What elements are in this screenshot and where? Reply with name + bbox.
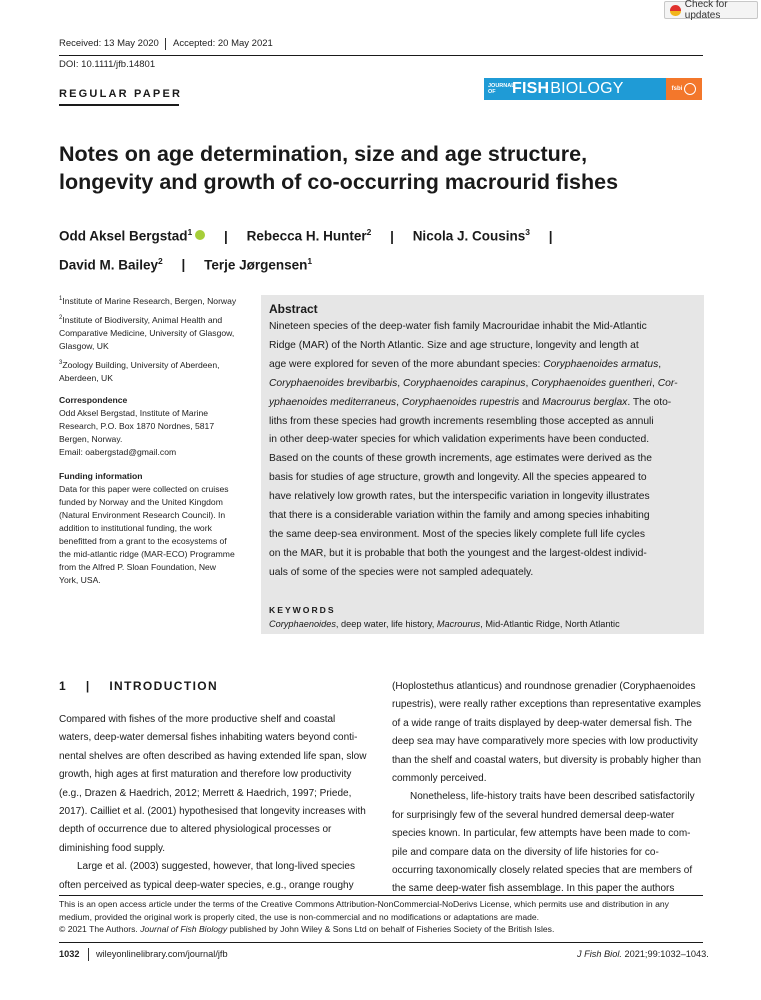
citation: J Fish Biol. 2021;99:1032–1043. [577, 949, 709, 959]
footer-separator [88, 948, 89, 961]
journal-logo-prefix: JOURNAL OF [488, 83, 515, 95]
abstract-text: Nineteen species of the deep-water fish family Macrouridae inhabit the Mid-Atlantic Ridge (MAR) of the North Atlantic. Size and age structure, longevity and length at age were explored for seven of the more abundant species: Coryphaenoides armatus, Coryphaenoides brevibarbis, Coryphaenoides carapinus, Coryphaenoides guentheri, Cor- yphaenoides mediterraneus, Coryphaenoides rupestris and Macrourus berglax. The oto- liths from these species had growth increments resembling those accepted as annuli in other deep-water species for which validation experiments have been conducted. Based on the counts of these growth increments, age estimates were derived as the basis for studies of age structure, growth and longevity. All the species appeared to have relatively low growth rates, but the interspecific variation in longevity illustrates that there is a considerable variation within the family and among species inhabiting the same deep-sea environment. Most of the species likely complete full life cycles on the MAR, but it is probable that both the youngest and the largest-oldest individ- uals of some of the species were not sampled adequately. [269, 321, 678, 578]
author-name[interactable]: Rebecca H. Hunter [246, 228, 367, 244]
license-note: This is an open access article under the terms of the Creative Commons Attribution-NonCommercial-NoDerivs License, which permits use and distribution in any medium, provided the original work is properly cited, the use is non-commercial and no modifications or adaptations are made. © 2021 The Authors. Journal of Fish Biology published by John Wiley & Sons Ltd on behalf of Fisheries Society of the British Isles. [59, 899, 669, 934]
section-number: 1 [59, 679, 68, 693]
accepted-date: Accepted: 20 May 2021 [173, 38, 273, 49]
page-number: 1032 [59, 949, 80, 959]
footer-rule [59, 942, 703, 943]
author-affiliation-mark: 2 [366, 227, 372, 237]
fsbi-logo-text: fsbi [671, 86, 683, 92]
author-affiliation-mark: 2 [158, 255, 163, 266]
journal-logo-fish: FISH [512, 80, 550, 97]
fsbi-emblem-icon [684, 83, 696, 95]
author-line-1: Odd Aksel Bergstad$^1$ | Rebecca H. Hunter$^2$ | Nicola J. Cousins$^3$ | [59, 227, 553, 244]
intro-right-column: (Hoplostethus atlanticus) and roundnose grenadier (Coryphaenoides rupestris), were really rather exceptions than representative examples of a wide range of traits displayed by deep-water demersal fish. The deep sea may have comparatively more species with low productivity than the shelf and coastal waters, but diversity is probably higher than commonly perceived. Nonetheless, life-history traits have been described satisfactorily for surprisingly few of the several hundred demersal deep-water species known. In particular, few attempts have been made to com- pile and compare data on the diversity of life histories for co- occurring taxonomically closely related species that are members of the same deep-water fish assemblage. In this paper the authors [392, 681, 702, 895]
section-tag: REGULAR PAPER [59, 88, 183, 100]
author-affiliation-mark: 1 [307, 255, 313, 266]
header-rule [59, 55, 703, 56]
author-name[interactable]: Terje Jørgensen [204, 257, 308, 272]
author-affiliation-mark: 1 [187, 227, 193, 237]
author-line-2: David M. Bailey$^2$ | Terje Jørgensen$^1$ [59, 255, 313, 272]
footnote-rule [59, 895, 703, 896]
correspondence: Correspondence Odd Aksel Bergstad, Institute of Marine Research, P.O. Box 1870 Nordnes, 5817 Bergen, Norway. Email: oabergstad@gmail.com [59, 394, 254, 459]
funding-information: Funding information Data for this paper were collected on cruises funded by Norway and the United Kingdom (Natural Environment Research Council). In addition to institutional funding, the work benefitted from a grant to the ecosystems of the mid-atlantic ridge (MAR-ECO) Programme from the Alfred P. Sloan Foundation, New York, USA. [59, 471, 235, 585]
section-separator: | [85, 679, 91, 693]
abstract-box [261, 295, 704, 634]
intro-left-column: Compared with fishes of the more productive shelf and coastal waters, deep-water demersal fishes inhabiting waters beyond conti- nental shelves are often described as having extended life span, slow growth, high ages at first maturation and therefore low productivity (e.g., Drazen & Haedrich, 2012; Merrett & Haedrich, 1997; Priede, 2017). Cailliet et al. (2001) hypothesised that longevity increases with depth of occurrence due to altered physiological processes or diminishing food supply. Large et al. (2003) suggested, however, that long-lived species often perceived as typical deep-water species, e.g., orange roughy [59, 714, 367, 891]
check-for-updates-button[interactable] [664, 1, 758, 19]
section-heading-introduction [59, 679, 218, 693]
author-name[interactable]: Odd Aksel Bergstad [59, 228, 188, 244]
paper-title [59, 140, 699, 196]
keywords-list: Coryphaenoides, deep water, life history, Macrourus, Mid-Atlantic Ridge, North Atlantic [269, 619, 620, 629]
title-line-1: Notes on age determination, size and age structure, [59, 142, 588, 166]
crossmark-icon [670, 5, 680, 16]
correspondence-email[interactable]: Email: oabergstad@gmail.com [59, 447, 177, 457]
affiliation: $^3$Zoology Building, University of Aberdeen, Aberdeen, UK [59, 359, 220, 383]
title-line-2: longevity and growth of co-occurring macrourid fishes [59, 170, 619, 194]
meta-separator [165, 38, 166, 50]
fsbi-logo [666, 78, 702, 100]
journal-logo[interactable] [484, 78, 702, 100]
section-title: INTRODUCTION [109, 679, 219, 693]
author-affiliation-mark: 3 [525, 227, 530, 237]
journal-logo-biology: BIOLOGY [550, 80, 624, 97]
journal-url[interactable]: wileyonlinelibrary.com/journal/jfb [96, 949, 228, 959]
section-tag-underline [59, 104, 179, 106]
author-list [59, 220, 719, 277]
affiliations [59, 293, 254, 385]
correspondence-heading: Correspondence [59, 395, 128, 405]
received-date: Received: 13 May 2020 [59, 38, 159, 49]
check-for-updates-label: Check for updates [684, 0, 728, 21]
affiliation: $^2$Institute of Biodiversity, Animal Health and Comparative Medicine, University of Glasgow, Glasgow, UK [59, 314, 235, 351]
author-name[interactable]: Nicola J. Cousins [412, 228, 526, 244]
funding-heading: Funding information [59, 471, 143, 481]
author-name[interactable]: David M. Bailey [59, 257, 159, 272]
doi[interactable]: DOI: 10.1111/jfb.14801 [59, 59, 156, 70]
affiliation: $^1$Institute of Marine Research, Bergen, Norway [59, 295, 237, 306]
abstract-heading: Abstract [269, 302, 318, 316]
keywords-heading: KEYWORDS [269, 605, 336, 615]
orcid-icon[interactable] [195, 230, 205, 240]
